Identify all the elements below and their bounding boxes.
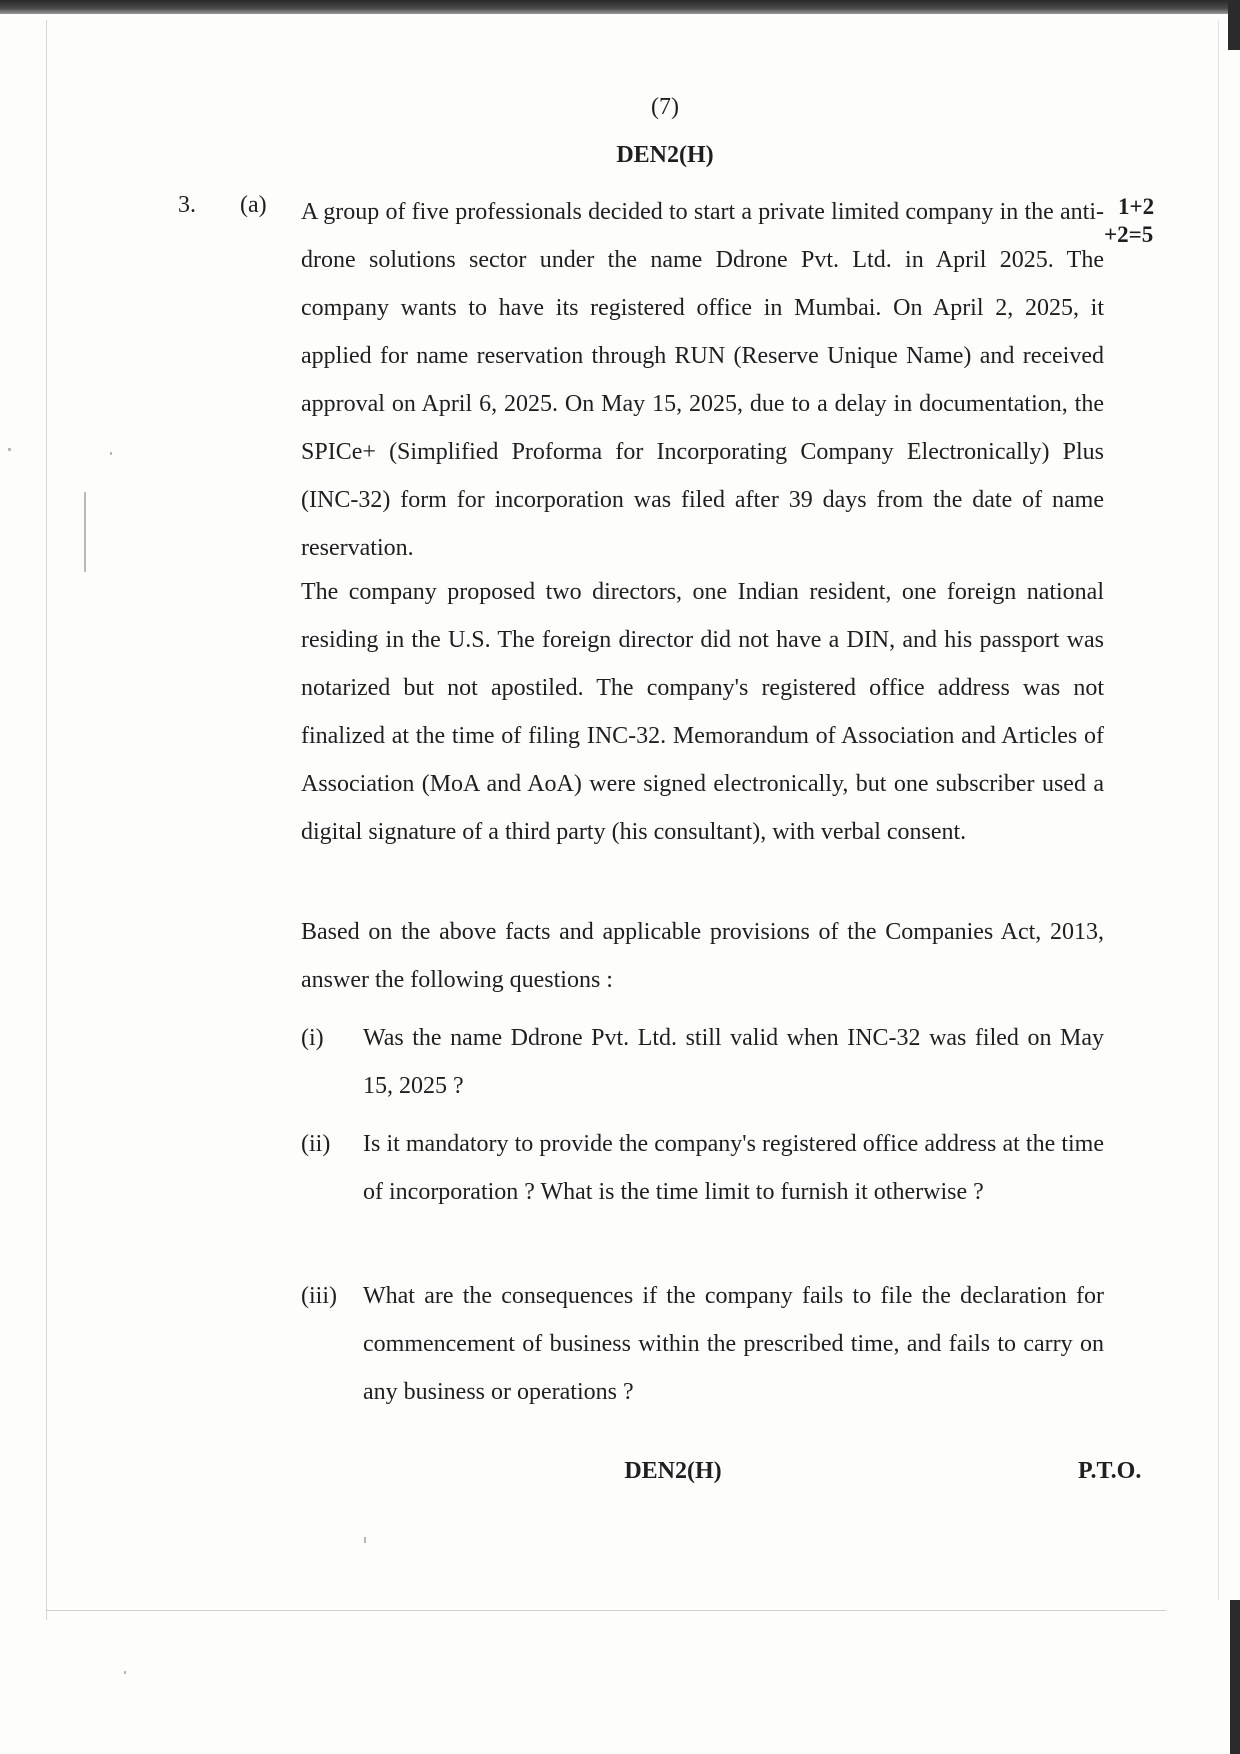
scan-speck bbox=[84, 492, 86, 572]
sub-question-label: (i) bbox=[301, 1025, 324, 1051]
pto-label: P.T.O. bbox=[1078, 1458, 1142, 1484]
scan-speck bbox=[110, 452, 112, 455]
scan-right-edge bbox=[1230, 1600, 1240, 1754]
sub-question-label: (ii) bbox=[301, 1131, 331, 1157]
sub-question-text: Was the name Ddrone Pvt. Ltd. still valid when INC-32 was filed on May 15, 2025 ? bbox=[363, 1025, 1104, 1099]
paper-code-footer: DEN2(H) bbox=[624, 1458, 722, 1484]
scan-speck bbox=[124, 1671, 126, 1674]
sub-question-label: (iii) bbox=[301, 1283, 337, 1309]
sub-question-text: What are the consequences if the company fails to file the declaration for commencement of business within the prescribed time, and fails to carry on any business or operations ? bbox=[363, 1283, 1104, 1405]
marks-allocation-continued: +2=5 bbox=[1104, 222, 1154, 247]
marks-allocation: 1+2 bbox=[1118, 194, 1155, 219]
scan-top-edge bbox=[0, 0, 1240, 14]
scan-speck bbox=[8, 448, 11, 451]
scan-margin-line bbox=[46, 1610, 1166, 1611]
question-part-label: (a) bbox=[240, 192, 267, 218]
scan-right-edge bbox=[1228, 0, 1240, 50]
scan-margin-line bbox=[46, 20, 47, 1620]
case-paragraph: The company proposed two directors, one Indian resident, one foreign national residing in the U.S. The foreign director did not have a DIN, and his passport was notarized but not apostiled. The company's registered office address was not finalized at the time of filing INC-32. Memorandum of Association and Articles of Association (MoA and AoA) were signed electronically, but one subscriber used a digital signature of a third party (his consultant), with verbal consent. bbox=[301, 579, 1104, 845]
instruction-paragraph: Based on the above facts and applicable provisions of the Companies Act, 2013, answer the following questions : bbox=[301, 919, 1104, 993]
paper-code-header: DEN2(H) bbox=[616, 142, 714, 168]
question-number: 3. bbox=[178, 192, 196, 218]
scan-speck bbox=[364, 1537, 366, 1543]
scan-margin-line bbox=[1218, 20, 1219, 1600]
case-paragraph: A group of five professionals decided to start a private limited company in the anti-drone solutions sector under the name Ddrone Pvt. Ltd. in April 2025. The company wants to have its registered office in Mumbai. On April 2, 2025, it applied for name reservation through RUN (Reserve Unique Name) and received approval on April 6, 2025. On May 15, 2025, due to a delay in documentation, the SPICe+ (Simplified Proforma for Incorporating Company Electronically) Plus (INC-32) form for incorporation was filed after 39 days from the date of name reservation. bbox=[301, 199, 1104, 561]
page-number: (7) bbox=[651, 94, 679, 120]
sub-question-text: Is it mandatory to provide the company's registered office address at the time of incorporation ? What is the time limit to furnish it otherwise ? bbox=[363, 1131, 1104, 1205]
